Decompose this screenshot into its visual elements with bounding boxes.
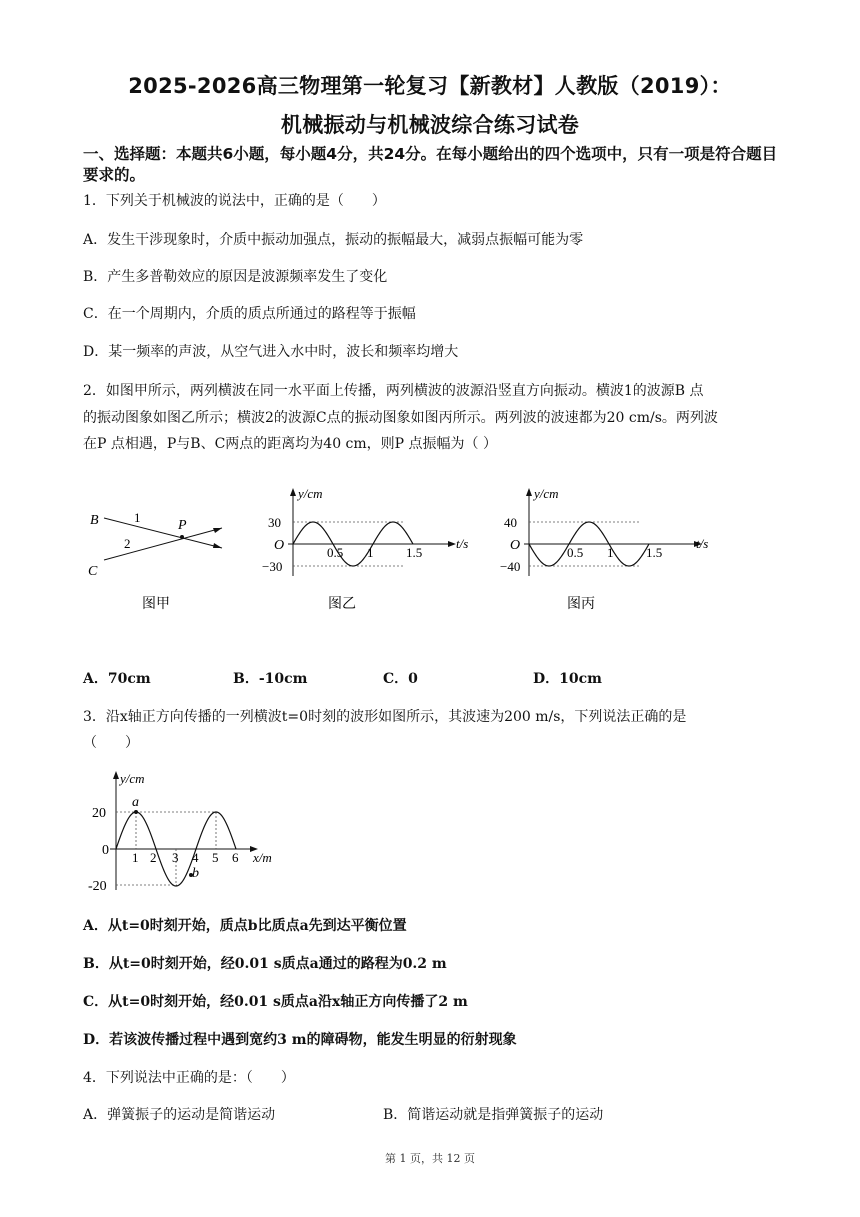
caption-jia: 图甲 (142, 597, 170, 612)
xtick-q3-3: 3 (172, 850, 179, 865)
label-p: P (178, 518, 187, 533)
q1-stem: 1．下列关于机械波的说法中，正确的是（ ） (83, 193, 386, 209)
xlabel-yi: t/s (456, 536, 469, 551)
label-2: 2 (124, 536, 131, 551)
q3-option-d: D．若该波传播过程中遇到宽约3 m的障碍物，能发生明显的衍射现象 (83, 1032, 517, 1048)
q1-option-a: A．发生干涉现象时，介质中振动加强点，振动的振幅最大，减弱点振幅可能为零 (83, 232, 584, 248)
ylabel-bing: y/cm (534, 486, 559, 501)
ytick-q3-bottom: -20 (88, 879, 107, 894)
q2-option-b: B．-10cm (233, 671, 308, 687)
xtick-q3-6: 6 (232, 850, 239, 865)
origin-yi: O (274, 538, 285, 553)
q2-stem-line3: 在P 点相遇，P与B、C两点的距离均为40 cm，则P 点振幅为（ ） (83, 436, 497, 452)
q3-stem-line2: （ ） (83, 735, 139, 751)
label-b: b (192, 866, 199, 881)
xtick-q3-4: 4 (192, 850, 199, 865)
ylabel-yi: y/cm (298, 486, 323, 501)
y-arrow-icon (290, 488, 296, 496)
label-a: a (132, 795, 139, 810)
q3-wave-chart (82, 765, 302, 895)
xtick-q3-2: 2 (150, 850, 157, 865)
ytick-bing-top: 40 (504, 515, 517, 530)
arrow2-icon (213, 528, 222, 533)
q1-option-d: D．某一频率的声波，从空气进入水中时，波长和频率均增大 (83, 344, 459, 360)
ylabel-q3: y/cm (120, 771, 145, 786)
point-a-dot (134, 810, 138, 814)
xtick-bing-0: 0.5 (567, 545, 584, 560)
ytick-yi-bottom: −30 (262, 559, 283, 574)
label-c: C (88, 564, 98, 579)
q2-option-a: A．70cm (83, 671, 151, 687)
fig-jia-diagram (82, 500, 242, 620)
xtick-bing-1: 1 (607, 545, 614, 560)
q3-option-b: B．从t=0时刻开始，经0.01 s质点a通过的路程为0.2 m (83, 956, 447, 972)
page-footer: 第 1 页，共 12 页 (385, 1152, 475, 1165)
q2-stem-line2: 的振动图象如图乙所示；横波2的波源C点的振动图象如图丙所示。两列波的波速都为20 cm/s。两列波 (83, 410, 718, 426)
xlabel-q3: x/m (253, 850, 272, 865)
fig-bing-chart (500, 484, 720, 614)
q1-option-b: B．产生多普勒效应的原因是波源频率发生了变化 (83, 269, 388, 285)
q1-option-c: C．在一个周期内，介质的质点所通过的路程等于振幅 (83, 306, 416, 322)
arrow1-icon (213, 543, 222, 548)
xtick-yi-0: 0.5 (327, 545, 344, 560)
ytick-bing-bottom: −40 (500, 559, 521, 574)
label-b: B (90, 513, 99, 528)
point-p-dot (180, 535, 184, 539)
section-heading: 一、选择题：本题共6小题，每小题4分，共24分。在每小题给出的四个选项中，只有一项是符合题目要求的。 (83, 145, 778, 184)
q2-stem-line1: 2．如图甲所示，两列横波在同一水平面上传播，两列横波的波源沿竖直方向振动。横波1的波源B 点 (83, 383, 704, 399)
caption-yi: 图乙 (328, 597, 356, 612)
doc-title-line1: 2025-2026高三物理第一轮复习【新教材】人教版（2019）： (128, 74, 732, 98)
fig-yi-chart (260, 484, 480, 614)
xtick-yi-2: 1.5 (406, 545, 423, 560)
xtick-bing-2: 1.5 (646, 545, 663, 560)
xtick-yi-1: 1 (367, 545, 374, 560)
doc-title-line2: 机械振动与机械波综合练习试卷 (280, 113, 580, 137)
q4-option-a: A．弹簧振子的运动是简谐运动 (83, 1107, 276, 1123)
ytick-yi-top: 30 (268, 515, 281, 530)
caption-bing: 图丙 (567, 597, 595, 612)
ytick-q3-top: 20 (92, 806, 106, 821)
q4-stem: 4．下列说法中正确的是：（ ） (83, 1070, 295, 1086)
label-1: 1 (134, 510, 141, 525)
q3-option-a: A．从t=0时刻开始，质点b比质点a先到达平衡位置 (83, 918, 407, 934)
q2-option-c: C．0 (383, 671, 418, 687)
xtick-q3-1: 1 (132, 850, 139, 865)
xtick-q3-5: 5 (212, 850, 219, 865)
origin-q3: 0 (102, 843, 109, 858)
q3-option-c: C．从t=0时刻开始，经0.01 s质点a沿x轴正方向传播了2 m (83, 994, 468, 1010)
q2-option-d: D．10cm (533, 671, 602, 687)
y-arrow-icon (526, 488, 532, 496)
y-arrow-icon (113, 771, 119, 779)
origin-bing: O (510, 538, 521, 553)
xlabel-bing: t/s (696, 536, 709, 551)
q4-option-b: B．简谐运动就是指弹簧振子的运动 (383, 1107, 604, 1123)
x-arrow-icon (448, 541, 456, 547)
q3-stem-line1: 3．沿x轴正方向传播的一列横波t=0时刻的波形如图所示，其波速为200 m/s，下列说法正确的是 (83, 709, 687, 725)
